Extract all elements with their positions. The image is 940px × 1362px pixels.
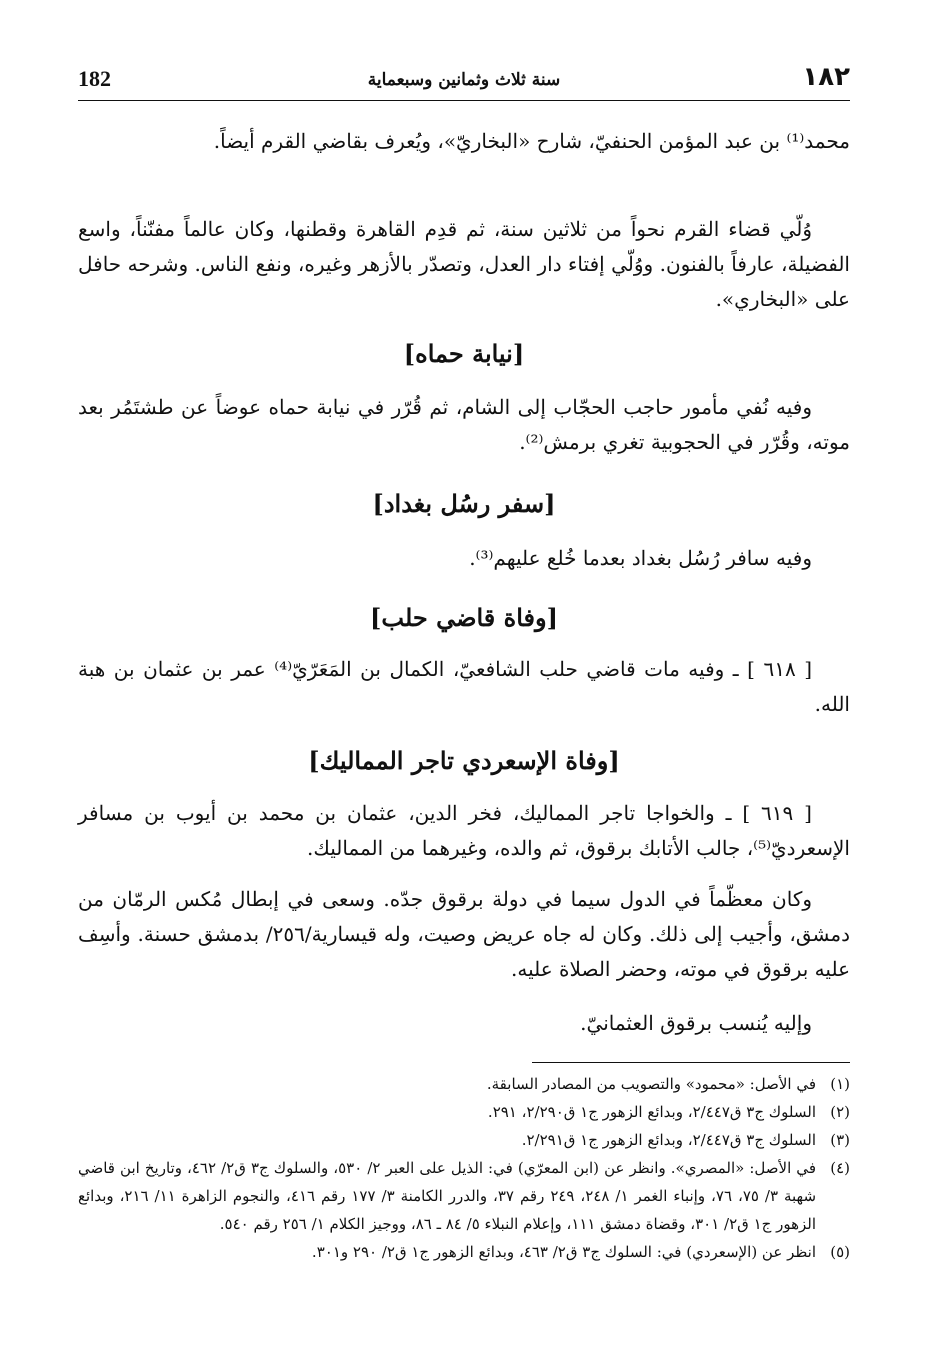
footnote-text: السلوك ج٣ ق٢/٤٤٧، وبدائع الزهور ج١ ق٢/٢٩٠، ٢٩١.: [487, 1103, 816, 1121]
footnotes-list: [78, 1070, 850, 1266]
footnote: [78, 1154, 850, 1238]
paragraph: وفيه سافر رُسُل بغداد بعدما خُلع عليهم⁽³⁾.: [469, 546, 812, 570]
paragraph: محمد⁽¹⁾ بن عبد المؤمن الحنفيّ، شارح «البخاريّ»، ويُعرف بقاضي القرم أيضاً.: [213, 129, 850, 153]
paragraph: وكان معظّماً في الدول سيما في دولة برقوق جدّه. وسعى في إبطال مُكس الرمّان من دمشق، وأجيب إلى ذلك. وكان له جاه عريض وصيت، وله قيسارية/٢٥٦/ بدمشق حسنة. وأسِف عليه برقوق في موته، وحضر الصلاة عليه.: [78, 887, 850, 981]
footnote-number: (٢): [830, 1103, 850, 1121]
footnote-text: في الأصل: «محمود» والتصويب من المصادر السابقة.: [486, 1075, 816, 1093]
footnote: [78, 1126, 850, 1154]
running-title: سنة ثلاث وثمانين وسبعماية: [367, 70, 561, 90]
footnote: [78, 1098, 850, 1126]
footnote-text: انظر عن (الإسعردي) في: السلوك ج٣ ق٢/ ٤٦٣، وبدائع الزهور ج١ ق٢/ ٢٩٠ و٣٠١.: [311, 1243, 816, 1261]
section-heading: [نيابة حماه]: [403, 339, 525, 368]
paragraph: وإليه يُنسب برقوق العثمانيّ.: [580, 1011, 812, 1035]
section-heading: [وفاة الإسعردي تاجر المماليك]: [308, 746, 620, 775]
paragraph: وفيه نُفي مأمور حاجب الحجّاب إلى الشام، ثم قُرّر في نيابة حماه عوضاً عن طشتَمُر بعد موته، وقُرّر في الحجوبية تغري برمش⁽²⁾.: [78, 395, 850, 454]
page-header: [78, 60, 850, 101]
page-number-latin: 182: [78, 66, 111, 91]
footnote: [78, 1070, 850, 1098]
footnote-text: في الأصل: «المصري». وانظر عن (ابن المعرّي) في: الذيل على العبر ٢/ ٥٣٠، والسلوك ج٣ ق٢/ ٤٦٢، وتاريخ ابن قاضي شهبة ٣/ ٧٥، ٧٦، وإنباء الغمر ١/ ٢٤٨، ٢٤٩ رقم ٣٧، والدرر الكامنة ٣/ ١٧٧ رقم ٤١٦، والنجوم الزاهرة ١١/ ٢١٦، وبدائع الزهور ج١ ق٢/ ٣٠١، وقضاة دمشق ١١١، وإعلام النبلاء ٥/ ٨٤ ـ ٨٦، ووجيز الكلام ١/ ٢٥٦ رقم ٥٤٠.: [78, 1159, 817, 1233]
page-number-arabic: ١٨٢: [802, 62, 850, 92]
section-heading: [سفر رسُل بغداد]: [372, 489, 556, 518]
paragraph: [ ٦١٨ ] ـ وفيه مات قاضي حلب الشافعيّ، الكمال بن المَعَرّيّ⁽⁴⁾ عمر بن عثمان بن هبة الله.: [78, 657, 850, 716]
footnote-number: (٤): [830, 1159, 850, 1177]
section-heading: [وفاة قاضي حلب]: [370, 603, 558, 632]
footnote-number: (٣): [830, 1131, 850, 1149]
footnote: [78, 1238, 850, 1266]
footnote-number: (٥): [830, 1243, 850, 1261]
document-page: [78, 0, 850, 1362]
footnote-divider: [532, 1062, 850, 1063]
footnote-text: السلوك ج٣ ق٢/٤٤٧، وبدائع الزهور ج١ ق٢/٢٩١.: [521, 1131, 816, 1149]
paragraph: [ ٦١٩ ] ـ والخواجا تاجر المماليك، فخر الدين، عثمان بن محمد بن أيوب بن مسافر الإسعرديّ⁽⁵⁾، جالب الأتابك برقوق، ثم والده، وغيرهما من المماليك.: [78, 801, 850, 860]
paragraph: وُلّي قضاء القرم نحواً من ثلاثين سنة، ثم قدِم القاهرة وقطنها، وكان عالماً مفنّناً، واسع الفضيلة، عارفاً بالفنون. ووُلّي إفتاء دار العدل، وتصدّر بالأزهر وغيره، ونفع الناس. وشرحه حافل على «البخاري».: [78, 217, 850, 311]
footnote-number: (١): [830, 1075, 850, 1093]
